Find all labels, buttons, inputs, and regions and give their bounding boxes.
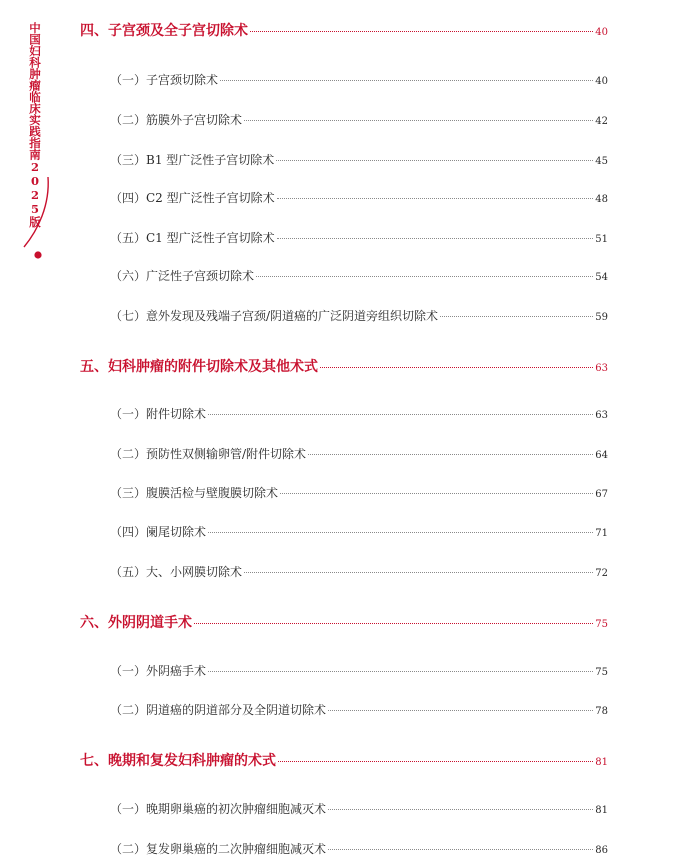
toc-entry-page: 40 (595, 76, 608, 87)
toc-entry-page: 81 (595, 757, 608, 768)
dot-leader (440, 316, 593, 317)
toc-entry-page: 54 (595, 272, 608, 283)
toc-subsection-entry[interactable] (110, 267, 608, 284)
dot-leader (328, 710, 593, 711)
toc-subsection-entry[interactable] (110, 229, 608, 246)
toc-entry-page: 48 (595, 194, 608, 205)
toc-subsection-entry[interactable] (110, 111, 608, 128)
toc-entry-title: 五、妇科肿瘤的附件切除术及其他术式 (80, 359, 318, 375)
dot-leader (278, 761, 593, 762)
toc-entry-page: 63 (595, 363, 608, 374)
toc-entry-title: （二）复发卵巢癌的二次肿瘤细胞减灭术 (110, 842, 327, 856)
toc-entry-title: （一）子宫颈切除术 (110, 73, 219, 87)
toc-entry-title: （七）意外发现及残端子宫颈/阴道癌的广泛阴道旁组织切除术 (110, 309, 439, 323)
toc-entry-title: 七、晚期和复发妇科肿瘤的术式 (80, 753, 276, 769)
toc-section-entry[interactable] (80, 356, 608, 376)
toc-entry-page: 40 (595, 27, 608, 38)
toc-entry-title: （四）C2 型广泛性子宫切除术 (110, 191, 275, 205)
dot-leader (194, 623, 593, 624)
toc-subsection-entry[interactable] (110, 307, 608, 324)
toc-entry-page: 81 (595, 805, 608, 816)
toc-entry-title: （三）B1 型广泛性子宫切除术 (110, 153, 275, 167)
toc-entry-page: 72 (595, 568, 608, 579)
toc-entry-page: 63 (595, 410, 608, 421)
toc-entry-page: 64 (595, 450, 608, 461)
toc-subsection-entry[interactable] (110, 189, 608, 206)
toc-entry-title: 六、外阴阴道手术 (80, 615, 192, 631)
dot-leader (276, 160, 593, 161)
toc-entry-page: 75 (595, 667, 608, 678)
toc-subsection-entry[interactable] (110, 405, 608, 422)
dot-leader (308, 454, 593, 455)
toc-entry-title: 四、子宫颈及全子宫切除术 (80, 23, 248, 39)
toc-entry-page: 71 (595, 528, 608, 539)
dot-leader (244, 120, 593, 121)
dot-leader (328, 809, 593, 810)
toc-entry-title: （四）阑尾切除术 (110, 525, 207, 539)
toc-section-entry[interactable] (80, 612, 608, 632)
toc-subsection-entry[interactable] (110, 445, 608, 462)
toc-entry-page: 45 (595, 156, 608, 167)
dot-leader (208, 414, 593, 415)
toc-section-entry[interactable] (80, 20, 608, 40)
toc-entry-title: （二）阴道癌的阴道部分及全阴道切除术 (110, 703, 327, 717)
dot-leader (220, 80, 593, 81)
toc-entry-title: （三）腹膜活检与壁腹膜切除术 (110, 486, 279, 500)
dot-leader (208, 532, 593, 533)
toc-subsection-entry[interactable] (110, 701, 608, 718)
toc-subsection-entry[interactable] (110, 151, 608, 168)
toc-entry-page: 51 (595, 234, 608, 245)
toc-entry-title: （二）筋膜外子宫切除术 (110, 113, 243, 127)
toc-subsection-entry[interactable] (110, 484, 608, 501)
dot-leader (277, 198, 594, 199)
running-side-title: 中国妇科肿瘤临床实践指南2025版 (28, 22, 42, 228)
toc-entry-page: 67 (595, 489, 608, 500)
toc-subsection-entry[interactable] (110, 662, 608, 679)
toc-section-entry[interactable] (80, 750, 608, 770)
dot-leader (208, 671, 593, 672)
toc-entry-page: 75 (595, 619, 608, 630)
dot-leader (280, 493, 593, 494)
dot-leader (328, 849, 593, 850)
toc-subsection-entry[interactable] (110, 71, 608, 88)
toc-subsection-entry[interactable] (110, 563, 608, 580)
toc-entry-title: （一）晚期卵巢癌的初次肿瘤细胞减灭术 (110, 802, 327, 816)
toc-entry-page: 78 (595, 706, 608, 717)
toc-entry-title: （一）附件切除术 (110, 407, 207, 421)
dot-leader (256, 276, 593, 277)
dot-leader (277, 238, 594, 239)
toc-entry-page: 59 (595, 312, 608, 323)
toc-entry-title: （一）外阴癌手术 (110, 664, 207, 678)
toc-subsection-entry[interactable] (110, 800, 608, 817)
toc-subsection-entry[interactable] (110, 840, 608, 857)
toc-subsection-entry[interactable] (110, 523, 608, 540)
toc-entry-page: 42 (595, 116, 608, 127)
dot-leader (244, 572, 593, 573)
toc-entry-title: （五）C1 型广泛性子宫切除术 (110, 231, 275, 245)
dot-leader (320, 367, 593, 368)
toc-entry-title: （六）广泛性子宫颈切除术 (110, 269, 255, 283)
toc-entry-page: 86 (595, 845, 608, 856)
dot-leader (250, 31, 593, 32)
toc-entry-title: （二）预防性双侧输卵管/附件切除术 (110, 447, 307, 461)
toc-entry-title: （五）大、小网膜切除术 (110, 565, 243, 579)
